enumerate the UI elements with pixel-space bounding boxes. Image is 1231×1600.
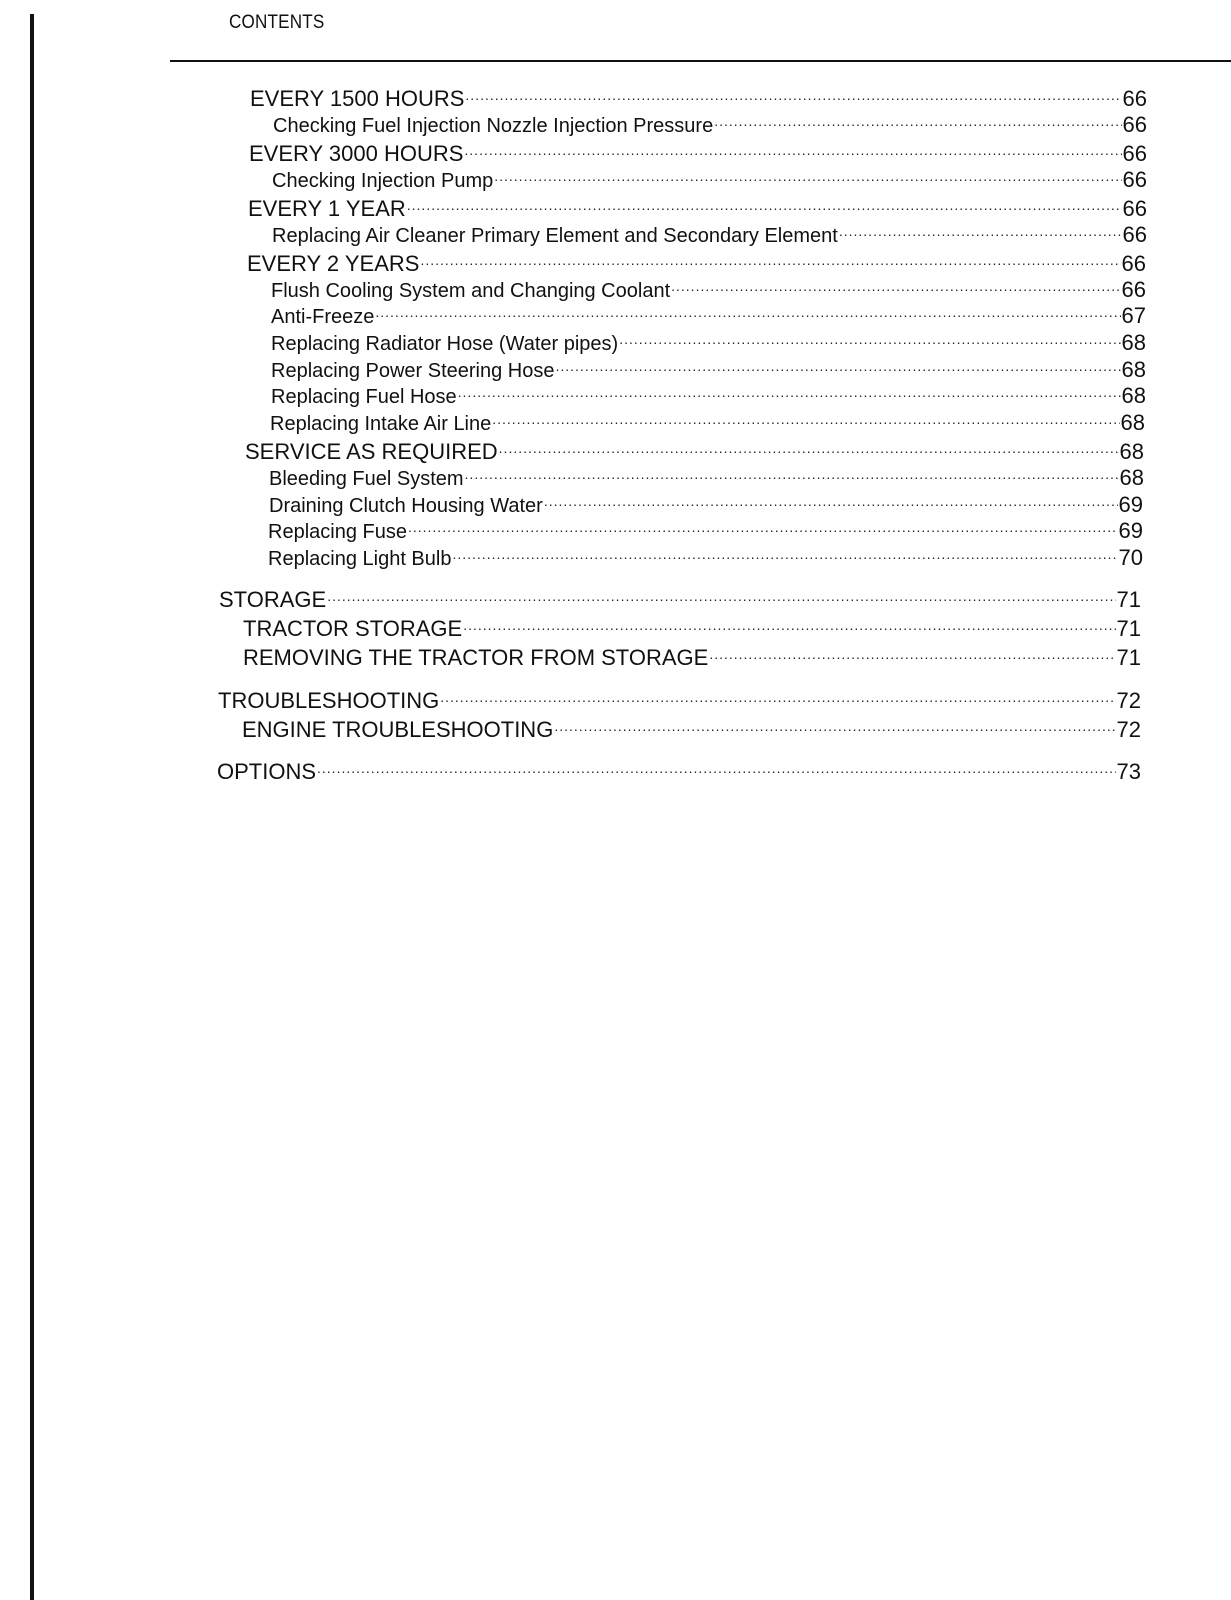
toc-entry-page-number: 71 [1116, 587, 1141, 612]
toc-entry-title: REMOVING THE TRACTOR FROM STORAGE [243, 645, 709, 670]
dot-leader [458, 383, 1121, 403]
toc-entry[interactable] [271, 277, 1146, 304]
toc-entry[interactable] [245, 437, 1144, 465]
toc-entry-title: Replacing Power Steering Hose [271, 360, 555, 382]
dot-leader [619, 330, 1120, 350]
toc-entry-page-number: 66 [1122, 86, 1147, 111]
dot-leader [494, 167, 1121, 187]
toc-entry[interactable] [243, 614, 1141, 642]
toc-entry[interactable] [271, 330, 1146, 357]
dot-leader [544, 492, 1118, 512]
toc-entry[interactable] [273, 112, 1147, 139]
dot-leader [317, 757, 1116, 779]
toc-entry-title: Replacing Fuse [268, 521, 407, 543]
dot-leader [463, 614, 1115, 636]
toc-entry[interactable] [249, 139, 1147, 167]
dot-leader [714, 112, 1121, 132]
toc-entry-page-number: 69 [1118, 518, 1143, 543]
dot-leader [492, 410, 1119, 430]
toc-entry-title: SERVICE AS REQUIRED [245, 439, 498, 464]
dot-leader [554, 715, 1115, 737]
toc-entry-title: Replacing Light Bulb [268, 548, 452, 570]
toc-entry-title: Anti-Freeze [271, 306, 375, 328]
toc-entry-page-number: 66 [1122, 141, 1147, 166]
toc-entry-title: TROUBLESHOOTING [218, 688, 440, 713]
dot-leader [499, 437, 1119, 459]
toc-entry-page-number: 68 [1119, 439, 1144, 464]
toc-entry-title: STORAGE [219, 587, 327, 612]
toc-entry-page-number: 66 [1122, 196, 1147, 221]
dot-leader [375, 303, 1120, 323]
toc-entry-page-number: 71 [1116, 616, 1141, 641]
toc-entry-page-number: 66 [1122, 222, 1147, 247]
dot-leader [452, 545, 1117, 565]
toc-entry-page-number: 68 [1119, 465, 1144, 490]
scan-binding-edge [30, 14, 34, 1600]
toc-entry-title: Bleeding Fuel System [269, 468, 464, 490]
toc-entry-page-number: 66 [1122, 112, 1147, 137]
toc-entry-title: Checking Injection Pump [272, 170, 494, 192]
toc-entry[interactable] [219, 585, 1141, 613]
toc-entry-title: EVERY 3000 HOURS [249, 141, 464, 166]
toc-entry-title: Replacing Fuel Hose [271, 386, 457, 408]
toc-entry-title: EVERY 1500 HOURS [250, 86, 465, 111]
toc-entry[interactable] [271, 357, 1146, 384]
toc-entry[interactable] [250, 84, 1147, 112]
toc-entry[interactable] [268, 518, 1143, 545]
toc-entry-page-number: 72 [1116, 717, 1141, 742]
toc-entry[interactable] [242, 715, 1141, 743]
dot-leader [465, 84, 1121, 106]
dot-leader [408, 518, 1118, 538]
dot-leader [465, 465, 1119, 485]
toc-entry-title: ENGINE TROUBLESHOOTING [242, 717, 554, 742]
toc-entry[interactable] [217, 757, 1141, 785]
page-header-title: CONTENTS [229, 12, 325, 33]
dot-leader [464, 139, 1121, 161]
toc-entry[interactable] [268, 545, 1143, 572]
dot-leader [407, 194, 1122, 216]
toc-entry-title: Replacing Air Cleaner Primary Element and Secondary Element [272, 225, 838, 247]
toc-entry-page-number: 70 [1118, 545, 1143, 570]
toc-entry-page-number: 66 [1121, 277, 1146, 302]
toc-entry[interactable] [243, 643, 1141, 671]
toc-entry-title: EVERY 1 YEAR [248, 196, 406, 221]
toc-entry-title: Draining Clutch Housing Water [269, 495, 543, 517]
toc-entry-page-number: 66 [1122, 167, 1147, 192]
toc-entry-page-number: 71 [1116, 645, 1141, 670]
toc-entry-page-number: 73 [1116, 759, 1141, 784]
toc-entry[interactable] [270, 410, 1145, 437]
header-divider [170, 60, 1231, 62]
toc-entry[interactable] [269, 492, 1143, 519]
toc-entry[interactable] [271, 383, 1146, 410]
toc-entry[interactable] [269, 465, 1144, 492]
toc-entry-title: EVERY 2 YEARS [247, 251, 420, 276]
toc-entry-title: Replacing Intake Air Line [270, 413, 492, 435]
toc-entry[interactable] [248, 194, 1147, 222]
toc-entry[interactable] [272, 222, 1147, 249]
toc-entry-title: Replacing Radiator Hose (Water pipes) [271, 333, 619, 355]
toc-entry-page-number: 72 [1116, 688, 1141, 713]
dot-leader [327, 585, 1115, 607]
toc-entry[interactable] [218, 686, 1141, 714]
dot-leader [556, 357, 1121, 377]
toc-entry-page-number: 68 [1121, 383, 1146, 408]
toc-entry-page-number: 66 [1121, 251, 1146, 276]
toc-entry-title: Flush Cooling System and Changing Coolant [271, 280, 671, 302]
toc-entry-title: OPTIONS [217, 759, 317, 784]
dot-leader [709, 643, 1115, 665]
dot-leader [420, 249, 1120, 271]
dot-leader [671, 277, 1120, 297]
toc-entry[interactable] [272, 167, 1147, 194]
toc-entry[interactable] [247, 249, 1146, 277]
toc-entry-page-number: 68 [1120, 410, 1145, 435]
toc-entry-page-number: 67 [1121, 303, 1146, 328]
toc-entry-page-number: 68 [1121, 357, 1146, 382]
dot-leader [839, 222, 1122, 242]
dot-leader [440, 686, 1115, 708]
toc-entry-page-number: 68 [1121, 330, 1146, 355]
toc-entry[interactable] [271, 303, 1146, 330]
toc-entry-title: TRACTOR STORAGE [243, 616, 463, 641]
toc-entry-title: Checking Fuel Injection Nozzle Injection Pressure [273, 115, 714, 137]
toc-entry-page-number: 69 [1118, 492, 1143, 517]
